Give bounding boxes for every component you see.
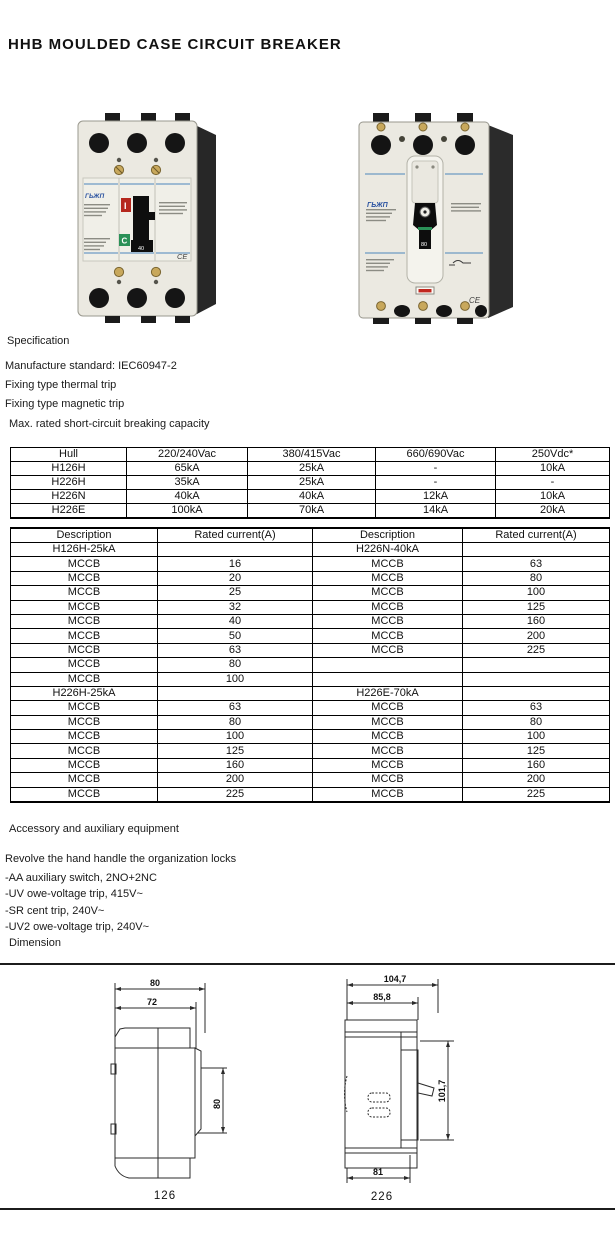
- table-cell: MCCB: [313, 773, 463, 787]
- table-cell: [463, 543, 610, 557]
- table-cell: 40kA: [127, 490, 248, 504]
- column-header: 220/240Vac: [127, 448, 248, 462]
- table-cell: MCCB: [313, 701, 463, 715]
- table-cell: 160: [158, 758, 313, 772]
- table-cell: 70kA: [248, 504, 376, 519]
- table-cell: 100kA: [127, 504, 248, 519]
- column-header: 380/415Vac: [248, 448, 376, 462]
- table-cell: 63: [158, 701, 313, 715]
- table-cell: 16: [158, 557, 313, 571]
- table-cell: 63: [463, 701, 610, 715]
- table-cell: MCCB: [313, 614, 463, 628]
- table-cell: MCCB: [11, 715, 158, 729]
- spec-line-thermal: Fixing type thermal trip: [5, 379, 117, 391]
- table-row: [11, 557, 610, 571]
- breaker-126-illustration: [78, 113, 216, 323]
- column-header: 660/690Vac: [376, 448, 496, 462]
- section-heading-dimension: Dimension: [9, 937, 61, 949]
- table-row: [11, 658, 610, 672]
- table-cell: 125: [158, 744, 313, 758]
- column-header: Hull: [11, 448, 127, 462]
- table-cell: MCCB: [11, 571, 158, 585]
- table-row: [11, 614, 610, 628]
- table-cell: 225: [463, 787, 610, 802]
- column-header: 250Vdc*: [496, 448, 610, 462]
- table-cell: 125: [463, 744, 610, 758]
- table-cell: [313, 672, 463, 686]
- table-cell: 80: [463, 715, 610, 729]
- table-cell: [463, 686, 610, 700]
- table-cell: MCCB: [11, 744, 158, 758]
- table-cell: MCCB: [11, 730, 158, 744]
- table-cell: 40kA: [248, 490, 376, 504]
- divider-line: [0, 963, 615, 965]
- table-cell: MCCB: [313, 629, 463, 643]
- table-cell: MCCB: [11, 672, 158, 686]
- table-cell: [313, 658, 463, 672]
- table-cell: MCCB: [11, 614, 158, 628]
- on-indicator: I: [124, 201, 127, 211]
- table-cell: 50: [158, 629, 313, 643]
- table-cell: 225: [463, 643, 610, 657]
- table-cell: MCCB: [313, 758, 463, 772]
- table-cell: H226H-25kA: [11, 686, 158, 700]
- table-row: [11, 490, 610, 504]
- table-row: [11, 586, 610, 600]
- breaker-226-illustration: [359, 113, 513, 324]
- table-row: [11, 686, 610, 700]
- table-row: [11, 571, 610, 585]
- breaker-photo-226: [355, 111, 520, 325]
- dim-width-outer: 104,7: [383, 974, 407, 984]
- table-cell: 10kA: [496, 462, 610, 476]
- table-row: [11, 672, 610, 686]
- column-header: Rated current(A): [158, 528, 313, 543]
- table-cell: 200: [158, 773, 313, 787]
- spec-line-standard: Manufacture standard: IEC60947-2: [5, 360, 177, 372]
- table-row: [11, 758, 610, 772]
- dim-width-bottom: 81: [372, 1167, 384, 1177]
- header-row: [11, 528, 610, 543]
- brand-logo: ГЬЖП: [85, 193, 105, 200]
- table-cell: 12kA: [376, 490, 496, 504]
- header-row: [11, 448, 610, 462]
- drawing-label-126: 126: [153, 1190, 177, 1202]
- table-cell: -: [496, 476, 610, 490]
- amp-rating-label: 80: [421, 242, 428, 248]
- table-row: [11, 730, 610, 744]
- ce-mark: CE: [177, 252, 188, 261]
- breaking-capacity-table: [10, 447, 610, 519]
- table-cell: MCCB: [313, 557, 463, 571]
- table-cell: 100: [463, 586, 610, 600]
- page-title: HHB MOULDED CASE CIRCUIT BREAKER: [8, 36, 342, 53]
- trip-indicator: [419, 289, 432, 292]
- table-cell: 40: [158, 614, 313, 628]
- trip-button-label: C: [121, 236, 128, 246]
- accessory-item: -UV2 owe-voltage trip, 240V~: [5, 921, 149, 933]
- dim-width-inner: 72: [146, 997, 158, 1007]
- dim-width-inner: 85,8: [373, 992, 391, 1002]
- table-cell: 80: [158, 715, 313, 729]
- table-row: [11, 744, 610, 758]
- table-cell: [158, 543, 313, 557]
- accessory-item: -AA auxiliary switch, 2NO+2NC: [5, 872, 157, 884]
- table-cell: H126H-25kA: [11, 543, 158, 557]
- breaker-photo-126: [75, 112, 220, 324]
- table-cell: 65kA: [127, 462, 248, 476]
- table-cell: MCCB: [11, 773, 158, 787]
- table-cell: [158, 686, 313, 700]
- table-cell: 80: [463, 571, 610, 585]
- table-cell: MCCB: [11, 586, 158, 600]
- table-cell: H226N-40kA: [313, 543, 463, 557]
- dimension-drawing-226: [338, 973, 493, 1191]
- table-cell: MCCB: [11, 758, 158, 772]
- spec-line-magnetic: Fixing type magnetic trip: [5, 398, 125, 410]
- table-cell: 160: [463, 614, 610, 628]
- accessory-item: -UV owe-voltage trip, 415V~: [5, 888, 143, 900]
- dim-width-outer: 80: [149, 978, 161, 988]
- column-header: Description: [11, 528, 158, 543]
- table-cell: 32: [158, 600, 313, 614]
- accessory-item: -SR cent trip, 240V~: [5, 905, 105, 917]
- dim-height-side: 80: [212, 1098, 222, 1110]
- table-cell: MCCB: [313, 715, 463, 729]
- column-header: Rated current(A): [463, 528, 610, 543]
- section-heading-specification: Specification: [7, 335, 70, 347]
- table-row: [11, 462, 610, 476]
- table-cell: 125: [463, 600, 610, 614]
- table-cell: MCCB: [11, 787, 158, 802]
- table-cell: 10kA: [496, 490, 610, 504]
- table-cell: 200: [463, 629, 610, 643]
- dim-height-side: 101,7: [437, 1079, 447, 1103]
- table-cell: 80: [158, 658, 313, 672]
- rated-current-table: [10, 527, 610, 803]
- table-cell: [463, 658, 610, 672]
- table-row: [11, 543, 610, 557]
- table-cell: 100: [463, 730, 610, 744]
- table-cell: MCCB: [313, 643, 463, 657]
- table-cell: H226E: [11, 504, 127, 519]
- drawing-label-226: 226: [370, 1191, 394, 1203]
- table-cell: 25kA: [248, 476, 376, 490]
- table-cell: 100: [158, 672, 313, 686]
- brand-logo: ГЬЖП: [367, 202, 388, 209]
- table-cell: 160: [463, 758, 610, 772]
- table-cell: MCCB: [11, 643, 158, 657]
- table-cell: MCCB: [11, 701, 158, 715]
- table-cell: [463, 672, 610, 686]
- table-cell: 20kA: [496, 504, 610, 519]
- table-cell: 25kA: [248, 462, 376, 476]
- table-cell: 200: [463, 773, 610, 787]
- accessory-intro: Revolve the hand handle the organization locks: [5, 853, 237, 865]
- divider-line: [0, 1208, 615, 1210]
- table-row: [11, 787, 610, 802]
- table-cell: 14kA: [376, 504, 496, 519]
- ce-mark: CE: [469, 296, 481, 305]
- table-cell: MCCB: [11, 557, 158, 571]
- table-cell: MCCB: [313, 744, 463, 758]
- table-row: [11, 643, 610, 657]
- table-cell: MCCB: [313, 586, 463, 600]
- table-cell: H226E-70kA: [313, 686, 463, 700]
- table-row: [11, 773, 610, 787]
- table-cell: H226H: [11, 476, 127, 490]
- table-cell: H226N: [11, 490, 127, 504]
- table-row: [11, 701, 610, 715]
- capacity-heading: Max. rated short-circuit breaking capacity: [9, 418, 210, 430]
- table-cell: 35kA: [127, 476, 248, 490]
- amp-rating-label: 40: [138, 246, 145, 252]
- table-cell: MCCB: [313, 787, 463, 802]
- dimension-drawing-126: [102, 973, 237, 1191]
- table-cell: 100: [158, 730, 313, 744]
- section-heading-accessory: Accessory and auxiliary equipment: [9, 823, 179, 835]
- table-cell: MCCB: [313, 600, 463, 614]
- table-cell: MCCB: [11, 658, 158, 672]
- table-cell: 63: [158, 643, 313, 657]
- table-row: [11, 715, 610, 729]
- table-cell: -: [376, 476, 496, 490]
- table-row: [11, 600, 610, 614]
- table-cell: MCCB: [11, 600, 158, 614]
- table-row: [11, 629, 610, 643]
- table-cell: -: [376, 462, 496, 476]
- table-cell: 225: [158, 787, 313, 802]
- table-cell: 25: [158, 586, 313, 600]
- table-cell: 20: [158, 571, 313, 585]
- table-cell: H126H: [11, 462, 127, 476]
- table-row: [11, 504, 610, 519]
- table-cell: MCCB: [313, 730, 463, 744]
- table-row: [11, 476, 610, 490]
- table-cell: 63: [463, 557, 610, 571]
- table-cell: MCCB: [313, 571, 463, 585]
- column-header: Description: [313, 528, 463, 543]
- table-cell: MCCB: [11, 629, 158, 643]
